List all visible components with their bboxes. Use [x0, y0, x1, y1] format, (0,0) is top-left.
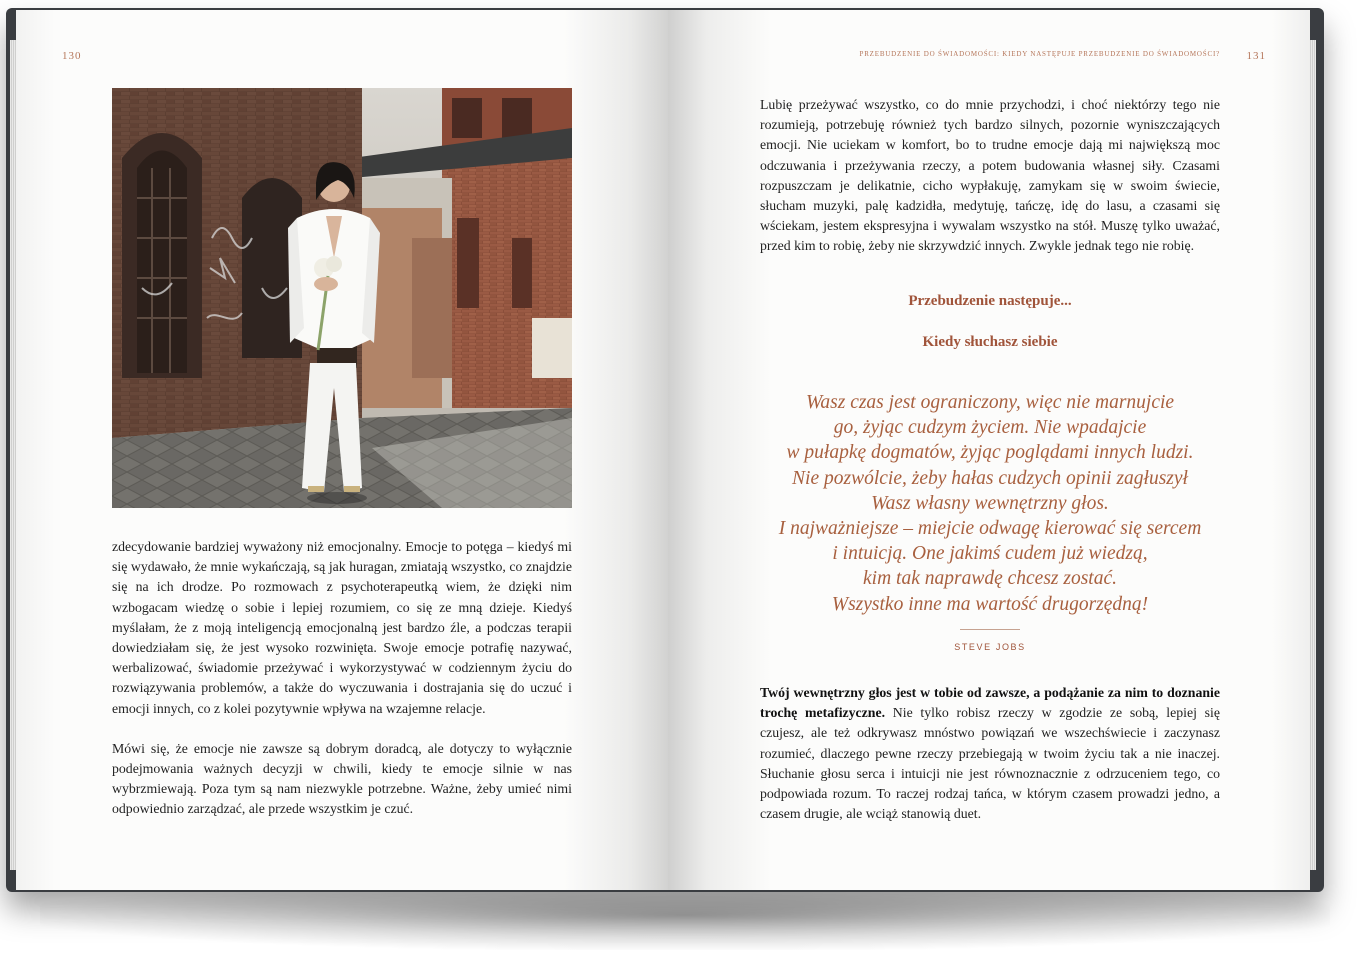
page-number-left: 130 — [62, 50, 82, 62]
quote-line: Wasz własny wewnętrzny głos. — [871, 492, 1109, 514]
paragraph-lead: Twój wewnętrzny głos jest w tobie od zawsze, a podążanie za nim to doznanie trochę metafizyczne. — [760, 685, 1220, 721]
quote-line: w pułapkę dogmatów, żyjąc poglądami innych ludzi. — [786, 442, 1194, 464]
right-paragraph-2 — [760, 683, 1220, 844]
page-number-right: 131 — [1246, 50, 1266, 62]
quote-block — [760, 390, 1220, 617]
quote-line: kim tak naprawdę chcesz zostać. — [863, 568, 1117, 590]
right-paragraph-1 — [760, 95, 1220, 277]
paragraph-rest: Nie tylko robisz rzeczy w zgodzie ze sobą, lepiej się czujesz, ale też odkrywasz mnóstwo powiązań we wszechświecie i zaczynasz rozumieć, dlaczego pewne rzeczy przebiegają w twoim życiu tak a nie inaczej. Słuchanie głosu serca i intuicji nie jest równoznacznie z odrzuceniem tego, co podpowiada rozum. To raczej rodzaj tańca, w którym czasem prowadzi jedno, a czasem drugie, ale wciąż stanowią duet. — [760, 705, 1220, 822]
right-page — [668, 10, 1310, 890]
left-paragraph: zdecydowanie bardziej wyważony niż emocjonalny. Emocje to potęga – kiedyś mi się wydawało, że mnie wykańczają, są jak huragan, zmiatają wszystko, co znajdzie się na ich drodze. Po rozmowach z psychoterapeutką wiem, że dzięki nim wzbogacam wiedzę o sobie i lepiej rozumiem, co się ze mną dzieje. Kiedyś myślałam, że z moją inteligencją emocjonalną jest bardzo źle, a podczas terapii dowiedziałam się, że jest wysoko rozwinięta. Swoje emocje potrafię nazywać, werbalizować, świadomie przeżywać i wykorzystywać w codziennym życiu do rozwiązywania problemów, a także do wyczuwania i dostrajania się do uczuć i emocji innych, co z kolei pozytywnie wpływa na wzajemne relacje. — [112, 539, 572, 716]
paragraph-text — [760, 683, 1220, 824]
quote-line: Nie pozwólcie, żeby hałas cudzych opinii zagłuszył — [792, 467, 1188, 489]
quote-line: Wszystko inne ma wartość drugorzędną! — [831, 593, 1149, 615]
photo-illustration — [112, 88, 572, 508]
quote-line: I najważniejsze – miejcie odwagę kierować się sercem — [778, 518, 1202, 540]
quote-line: Wasz czas jest ograniczony, więc nie marnujcie — [805, 392, 1175, 413]
street-photo — [112, 88, 572, 508]
quote-line: i intuicją. One jakimś cudem już wiedzą, — [832, 543, 1148, 565]
section-heading-1: Przebudzenie następuje... — [908, 293, 1072, 309]
quote-line: go, żyjąc cudzym życiem. Nie wpadajcie — [833, 417, 1147, 439]
paragraph-text: Lubię przeżywać wszystko, co do mnie przychodzi, i choć niektórzy tego nie rozumieją, potrzebuję również tych bardzo silnych, pozornie wyniszczających emocji. Nie uciekam w komfort, bo to trudne emocje dają mi największą moc odczuwania i przeżywania rzeczy, a potem budowania własnej siły. Czasami rozpuszczam je delikatnie, cicho wypłakuję, zamykam się w swoim świecie, słucham muzyki, palę kadzidła, medytuję, tańczę, idę do lasu, a czasami się wściekam, jestem ekspresyjna i wywalam wszystko na stół. Muszę tylko uważać, przed kim to robię, żeby nie skrzywdzić innych. Zwykle jednak tego nie robię. — [760, 97, 1220, 254]
left-paragraph: Mówi się, że emocje nie zawsze są dobrym doradcą, ale dotyczy to wyłącznie podejmowania ważnych decyzji w chwili, kiedy te emocje silnie w nas wybrzmiewają. Poza tym są nam niezwykle potrzebne. Ważne, żeby umieć nimi odpowiednio zarządzać, ale przede wszystkim je czuć. — [112, 740, 572, 817]
running-header: PRZEBUDZENIE DO ŚWIADOMOŚCI: KIEDY NASTĘPUJE PRZEBUDZENIE DO ŚWIADOMOŚCI? — [859, 50, 1220, 58]
left-body-text — [112, 537, 572, 840]
author-divider — [960, 629, 1020, 630]
quote-author: STEVE JOBS — [954, 642, 1026, 652]
left-page — [16, 10, 668, 890]
section-heading-2: Kiedy słuchasz siebie — [922, 334, 1058, 350]
